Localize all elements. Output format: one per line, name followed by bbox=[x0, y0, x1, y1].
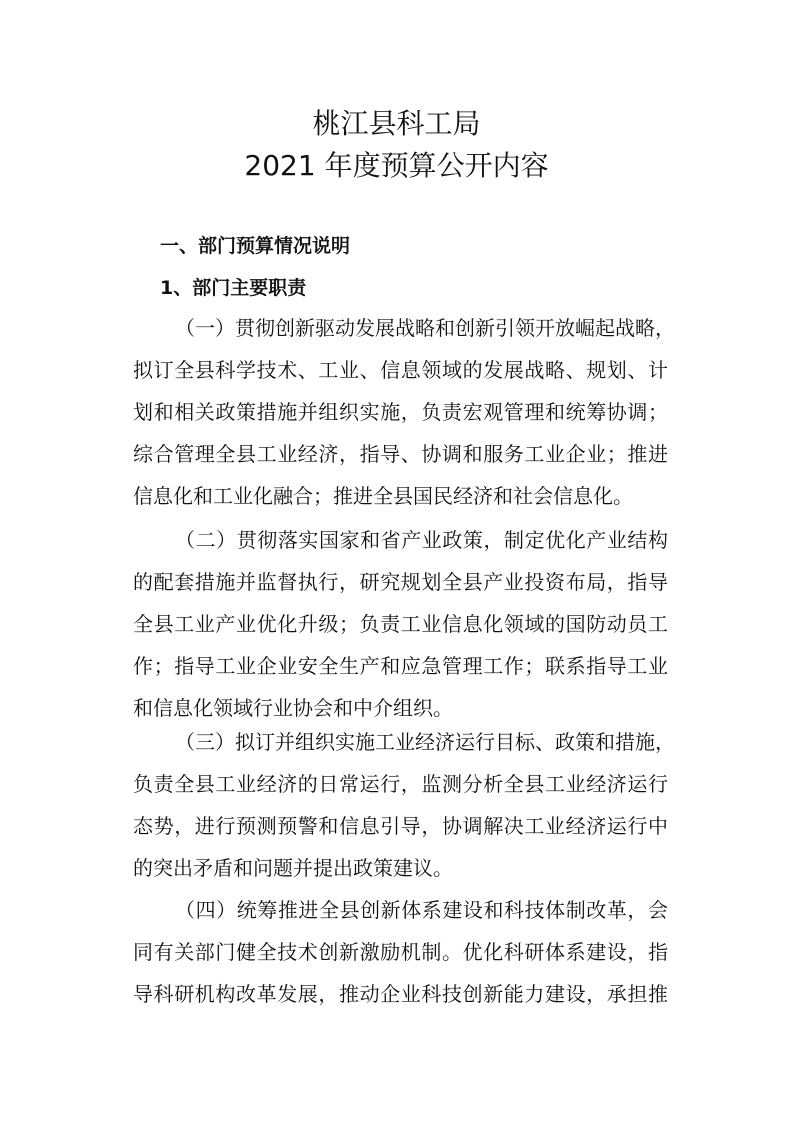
subsection-heading: 1、部门主要职责 bbox=[160, 277, 307, 299]
paragraph-line: 同有关部门健全技术创新激励机制。优化科研体系建设，指 bbox=[133, 940, 668, 964]
paragraph-line: 的配套措施并监督执行，研究规划全县产业投资布局，指导 bbox=[133, 570, 668, 594]
paragraph-line: 划和相关政策措施并组织实施，负责宏观管理和统筹协调； bbox=[133, 400, 668, 424]
paragraph-line: 和信息化领域行业协会和中介组织。 bbox=[133, 696, 453, 720]
section-heading: 一、部门预算情况说明 bbox=[160, 235, 351, 257]
paragraph-line: 信息化和工业化融合；推进全县国民经济和社会信息化。 bbox=[133, 484, 633, 508]
paragraph-line: 的突出矛盾和问题并提出政策建议。 bbox=[133, 856, 453, 880]
paragraph-line: 导科研机构改革发展，推动企业科技创新能力建设，承担推 bbox=[133, 982, 668, 1006]
paragraph-line: （二）贯彻落实国家和省产业政策，制定优化产业结构 bbox=[175, 528, 668, 552]
paragraph-line: 作；指导工业企业安全生产和应急管理工作；联系指导工业 bbox=[133, 654, 668, 678]
paragraph-line: （三）拟订并组织实施工业经济运行目标、政策和措施， bbox=[175, 730, 675, 754]
paragraph-line: （四）统筹推进全县创新体系建设和科技体制改革，会 bbox=[175, 898, 668, 922]
document-title: 桃江县科工局 bbox=[312, 107, 481, 140]
paragraph-line: （一）贯彻创新驱动发展战略和创新引领开放崛起战略， bbox=[175, 316, 675, 340]
paragraph-line: 拟订全县科学技术、工业、信息领域的发展战略、规划、计 bbox=[133, 358, 668, 382]
paragraph-line: 态势，进行预测预警和信息引导，协调解决工业经济运行中 bbox=[133, 814, 668, 838]
paragraph-line: 负责全县工业经济的日常运行，监测分析全县工业经济运行 bbox=[133, 772, 668, 796]
document-subtitle: 2021 年度预算公开内容 bbox=[244, 149, 549, 182]
paragraph-line: 综合管理全县工业经济，指导、协调和服务工业企业；推进 bbox=[133, 442, 668, 466]
paragraph-line: 全县工业产业优化升级；负责工业信息化领域的国防动员工 bbox=[133, 612, 668, 636]
